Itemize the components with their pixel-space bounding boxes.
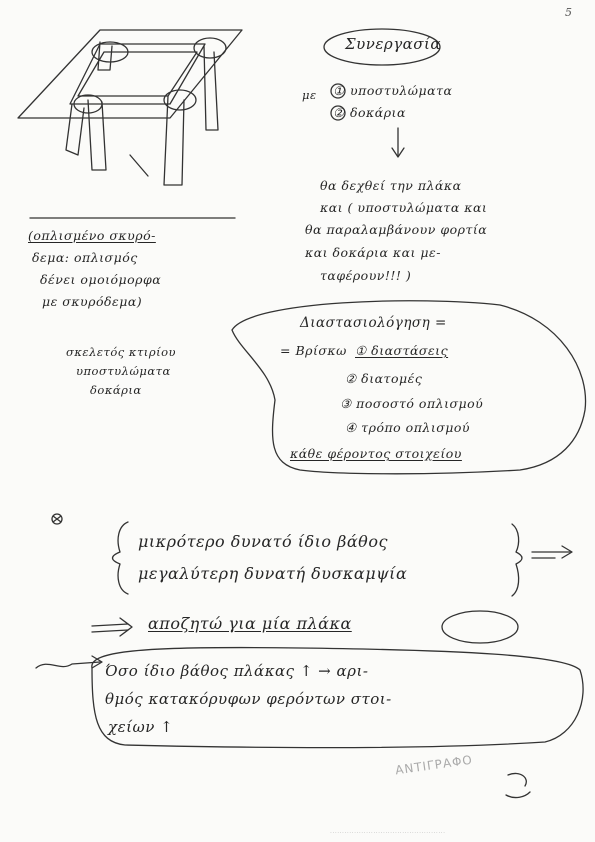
design-prefix: = Βρίσκω bbox=[280, 343, 347, 358]
cooperation-title: Συνεργασία bbox=[345, 35, 442, 53]
box-line-3: χείων ↑ bbox=[108, 718, 174, 736]
num-1: ① bbox=[333, 83, 345, 98]
skeleton-line-1: σκελετός κτιρίου bbox=[66, 345, 177, 359]
load-line-4: και δοκάρια και με- bbox=[305, 245, 441, 260]
left-note-line-4: με σκυρόδεμα) bbox=[42, 294, 143, 309]
load-line-2: και ( υποστυλώματα και bbox=[320, 200, 488, 215]
design-title: Διαστασιολόγηση = bbox=[300, 315, 447, 331]
load-line-5: ταφέρουν!!! ) bbox=[320, 268, 412, 283]
left-note-line-2: δεμα: οπλισμός bbox=[32, 250, 138, 265]
design-item-3: ③ ποσοστό οπλισμού bbox=[340, 396, 484, 411]
footer-text: ................................................ bbox=[330, 828, 446, 835]
design-footer: κάθε φέροντος στοιχείου bbox=[290, 446, 462, 461]
left-note-line-3: δένει ομοιόμορφα bbox=[40, 272, 162, 287]
load-line-3: θα παραλαμβάνουν φορτία bbox=[305, 222, 488, 237]
search-slab-line: αποζητώ για μία πλάκα bbox=[148, 614, 352, 633]
left-note-line-1: (οπλισμένο σκυρό- bbox=[28, 228, 156, 243]
page-number: 5 bbox=[565, 6, 572, 19]
load-line-1: θα δεχθεί την πλάκα bbox=[320, 178, 462, 193]
num-2: ② bbox=[333, 105, 345, 120]
item-beams: δοκάρια bbox=[350, 105, 406, 120]
box-line-2: θμός κατακόρυφων φερόντων στοι- bbox=[105, 690, 392, 708]
left-brace-icon bbox=[113, 522, 129, 594]
design-item-1: ① διαστάσεις bbox=[355, 343, 449, 358]
copy-stamp: ΑΝΤΙΓΡΑΦΟ bbox=[394, 752, 474, 778]
wave-arrow-icon bbox=[36, 662, 100, 668]
frame-sketch-icon bbox=[18, 30, 242, 185]
brace-line-2: μεγαλύτερη δυνατή δυσκαμψία bbox=[138, 564, 408, 583]
with-prefix: με bbox=[302, 88, 317, 102]
design-item-2: ② διατομές bbox=[345, 371, 423, 386]
design-item-4: ④ τρόπο οπλισμού bbox=[345, 420, 471, 435]
box-line-1: Όσο ίδιο βάθος πλάκας ↑ → αρι- bbox=[105, 662, 369, 680]
brace-line-1: μικρότερο δυνατό ίδιο βάθος bbox=[138, 532, 388, 551]
skeleton-line-2: υποστυλώματα bbox=[76, 364, 171, 378]
right-brace-icon bbox=[512, 524, 522, 596]
item-columns: υποστυλώματα bbox=[350, 83, 453, 98]
skeleton-line-3: δοκάρια bbox=[90, 383, 142, 397]
